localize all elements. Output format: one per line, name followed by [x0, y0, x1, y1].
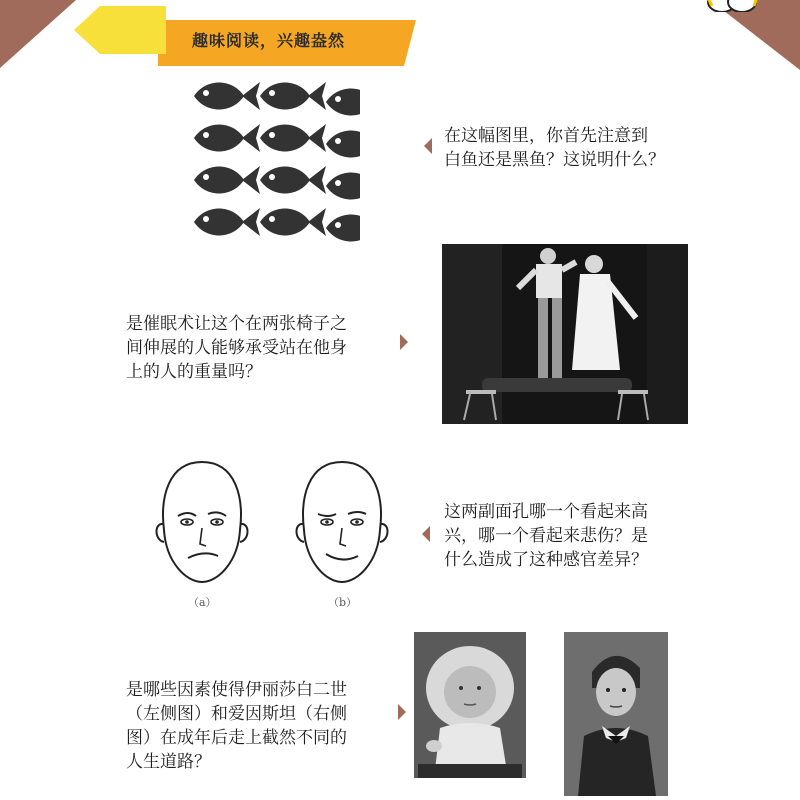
question-line: 人生道路？: [126, 752, 211, 772]
fish-tessellation-image: [192, 76, 360, 244]
cartoon-cloud-icon: [702, 0, 766, 12]
portrait-einstein-photo: [564, 632, 668, 796]
pointer-arrow-3: [422, 526, 430, 542]
face-a-label: （a）: [188, 596, 217, 609]
question-3: [444, 500, 648, 572]
question-line: 图）在成年后走上截然不同的: [126, 728, 347, 748]
question-line: 上的人的重量吗？: [126, 362, 262, 382]
pointer-arrow-1: [424, 138, 432, 154]
question-line: 间伸展的人能够承受站在他身: [126, 338, 347, 358]
portrait-elizabeth-photo: [414, 632, 526, 778]
hypnosis-photo: [442, 244, 688, 424]
question-line: 兴，哪一个看起来悲伤？是: [444, 526, 648, 546]
question-2: [126, 312, 347, 384]
banner-title: 趣味阅读，兴趣盎然: [192, 31, 346, 50]
face-b-label: （b）: [328, 596, 358, 609]
face-b-illustration: [292, 458, 392, 588]
corner-decoration-left: [0, 0, 76, 68]
pointer-arrow-4: [398, 704, 406, 720]
question-line: 白鱼还是黑鱼？这说明什么？: [444, 150, 665, 170]
question-line: （左侧图）和爱因斯坦（右侧: [126, 704, 347, 724]
face-a-illustration: [152, 458, 252, 588]
pointer-arrow-2: [400, 334, 408, 350]
question-1: [444, 124, 665, 172]
question-line: 这两副面孔哪一个看起来高: [444, 502, 648, 522]
question-line: 是哪些因素使得伊丽莎白二世: [126, 680, 347, 700]
corner-decoration-right: [680, 0, 800, 70]
question-line: 是催眠术让这个在两张椅子之: [126, 314, 347, 334]
question-4: [126, 678, 347, 774]
question-line: 在这幅图里，你首先注意到: [444, 126, 648, 146]
question-line: 什么造成了这种感官差异？: [444, 550, 648, 570]
